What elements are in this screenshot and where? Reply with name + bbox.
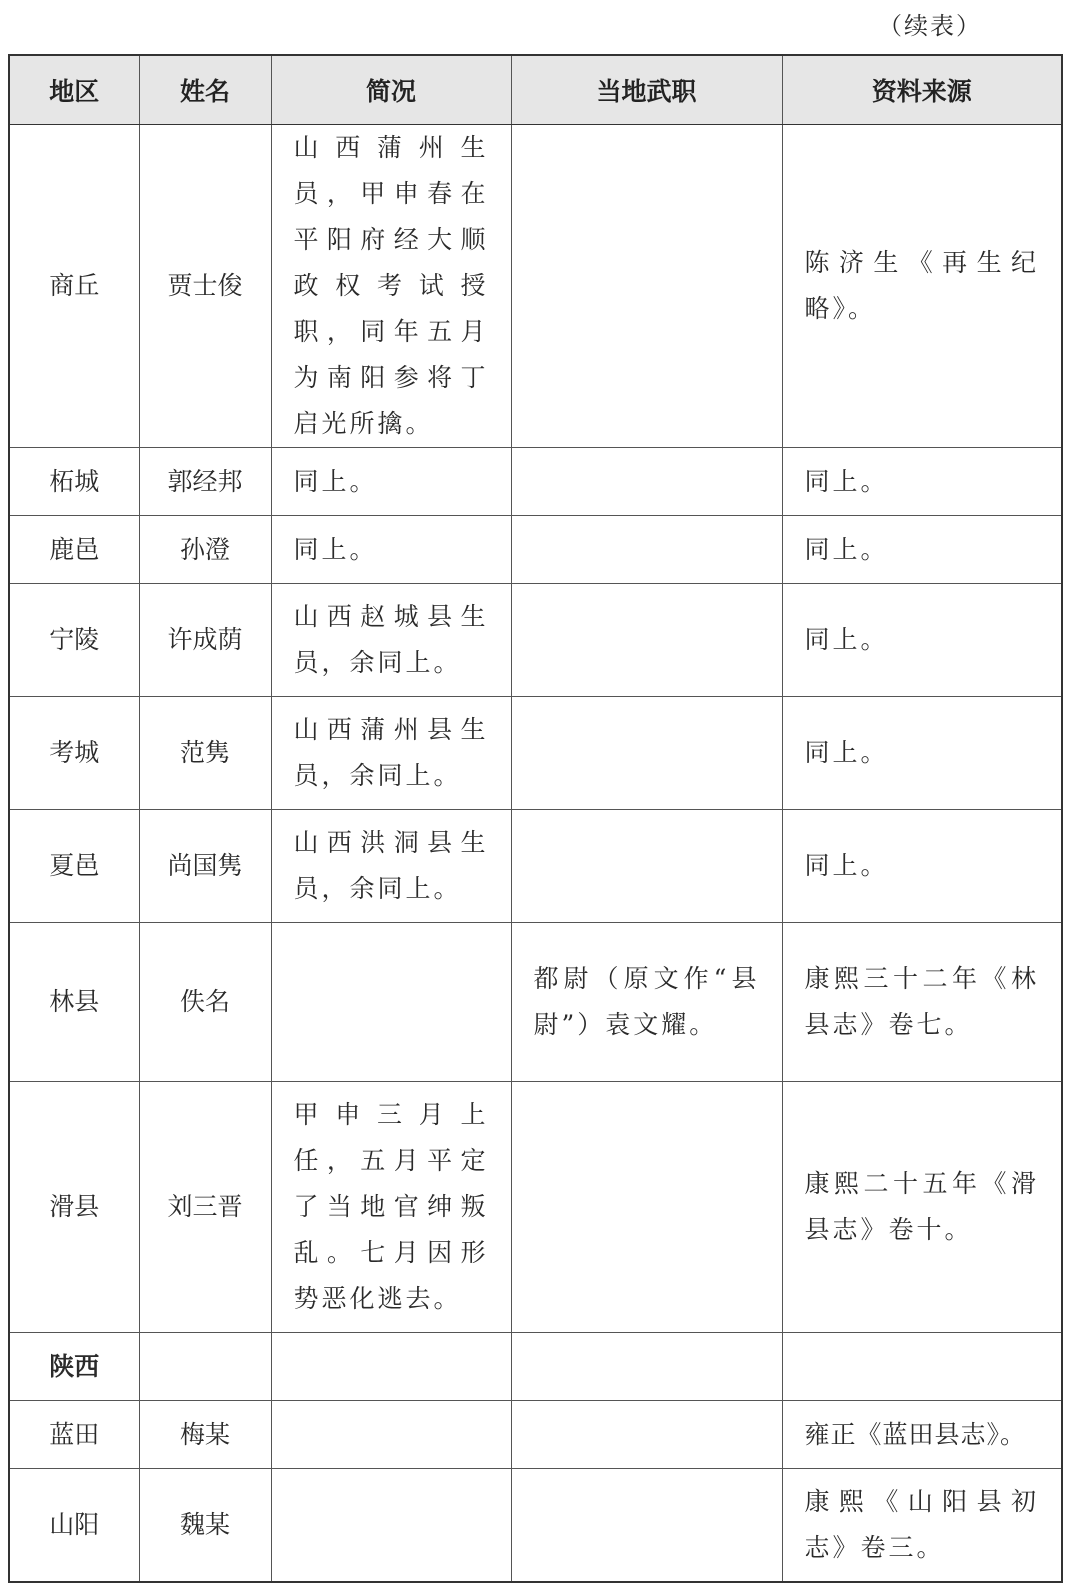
section-heading-row (9, 1333, 1062, 1401)
cell-name: 郭经邦 (139, 448, 271, 516)
header-source: 资料来源 (782, 55, 1062, 125)
table-row (9, 810, 1062, 923)
empty-cell (511, 1333, 782, 1401)
table-row (9, 923, 1062, 1082)
cell-military-post (511, 1082, 782, 1333)
cell-source: 康熙二十五年《滑县志》卷十。 (782, 1082, 1062, 1333)
cell-name: 贾士俊 (139, 125, 271, 448)
cell-military-post (511, 810, 782, 923)
cell-source: 康熙三十二年《林县志》卷七。 (782, 923, 1062, 1082)
cell-summary: 山西蒲州生员，甲申春在平阳府经大顺政权考试授职，同年五月为南阳参将丁启光所擒。 (271, 125, 511, 448)
table-row (9, 584, 1062, 697)
cell-military-post (511, 516, 782, 584)
cell-summary (271, 1401, 511, 1469)
officials-table (8, 54, 1063, 1583)
cell-military-post: 都尉（原文作“县尉”）袁文耀。 (511, 923, 782, 1082)
cell-region: 蓝田 (9, 1401, 139, 1469)
header-summary: 简况 (271, 55, 511, 125)
cell-source: 同上。 (782, 697, 1062, 810)
cell-military-post (511, 1469, 782, 1582)
cell-name: 孙澄 (139, 516, 271, 584)
cell-summary (271, 923, 511, 1082)
header-name: 姓名 (139, 55, 271, 125)
table-row (9, 516, 1062, 584)
table-row (9, 448, 1062, 516)
cell-source: 同上。 (782, 584, 1062, 697)
cell-region: 林县 (9, 923, 139, 1082)
cell-summary: 山西洪洞县生员，余同上。 (271, 810, 511, 923)
cell-name: 许成荫 (139, 584, 271, 697)
cell-name: 尚国隽 (139, 810, 271, 923)
cell-summary: 同上。 (271, 448, 511, 516)
empty-cell (139, 1333, 271, 1401)
table-row (9, 1469, 1062, 1582)
cell-region: 夏邑 (9, 810, 139, 923)
cell-region: 宁陵 (9, 584, 139, 697)
empty-cell (271, 1333, 511, 1401)
cell-region: 滑县 (9, 1082, 139, 1333)
cell-military-post (511, 448, 782, 516)
cell-region: 商丘 (9, 125, 139, 448)
table-row (9, 1082, 1062, 1333)
cell-region: 柘城 (9, 448, 139, 516)
cell-military-post (511, 584, 782, 697)
table-row (9, 1401, 1062, 1469)
cell-summary: 山西赵城县生员，余同上。 (271, 584, 511, 697)
continued-label: （续表） (878, 12, 982, 40)
cell-name: 梅某 (139, 1401, 271, 1469)
cell-source: 同上。 (782, 516, 1062, 584)
cell-summary: 甲申三月上任，五月平定了当地官绅叛乱。七月因形势恶化逃去。 (271, 1082, 511, 1333)
table-row (9, 125, 1062, 448)
cell-name: 刘三晋 (139, 1082, 271, 1333)
cell-name: 魏某 (139, 1469, 271, 1582)
cell-source: 陈济生《再生纪略》。 (782, 125, 1062, 448)
cell-summary (271, 1469, 511, 1582)
cell-region: 考城 (9, 697, 139, 810)
cell-summary: 同上。 (271, 516, 511, 584)
header-military-post: 当地武职 (511, 55, 782, 125)
cell-military-post (511, 697, 782, 810)
cell-source: 雍正《蓝田县志》。 (782, 1401, 1062, 1469)
cell-region: 鹿邑 (9, 516, 139, 584)
table-header-row (9, 55, 1062, 125)
table-row (9, 697, 1062, 810)
cell-source: 同上。 (782, 810, 1062, 923)
section-heading: 陕西 (9, 1333, 139, 1401)
header-region: 地区 (9, 55, 139, 125)
cell-source: 同上。 (782, 448, 1062, 516)
cell-region: 山阳 (9, 1469, 139, 1582)
cell-summary: 山西蒲州县生员，余同上。 (271, 697, 511, 810)
cell-name: 佚名 (139, 923, 271, 1082)
cell-name: 范隽 (139, 697, 271, 810)
empty-cell (782, 1333, 1062, 1401)
cell-military-post (511, 1401, 782, 1469)
cell-military-post (511, 125, 782, 448)
cell-source: 康熙《山阳县初志》卷三。 (782, 1469, 1062, 1582)
